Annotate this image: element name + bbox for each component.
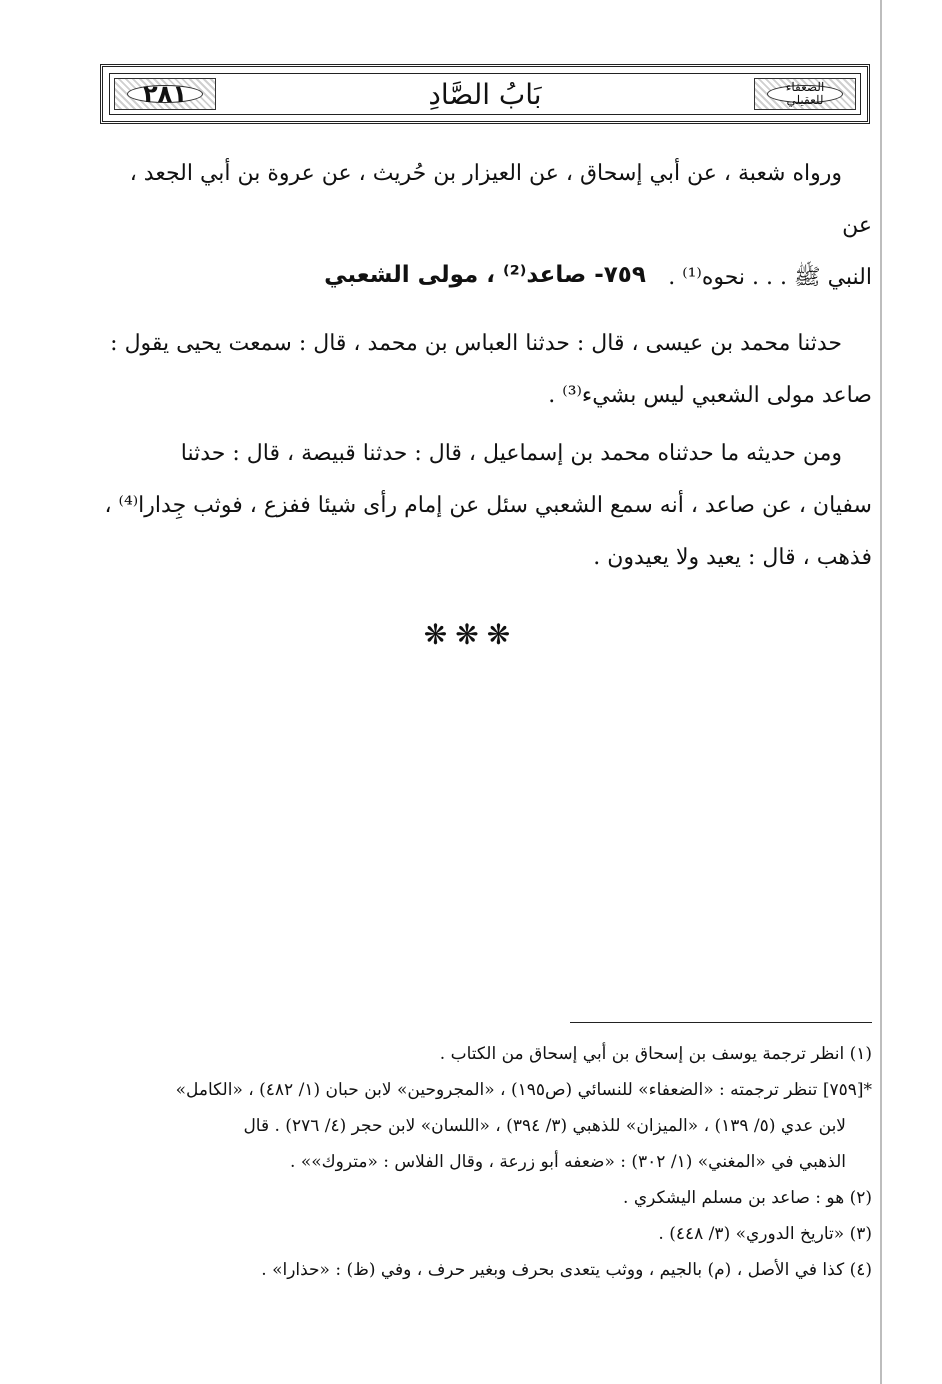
book-emblem-panel [754, 78, 856, 110]
text-line: ورواه شعبة ، عن أبي إسحاق ، عن العيزار بن حُريث ، عن عروة بن أبي الجعد ، عن [129, 161, 872, 238]
footnote-4: (٤) كذا في الأصل ، (م) بالجيم ، ووثب يتعدى بحرف وبغير حرف ، وفي (ظ) : «حذارا» . [261, 1260, 872, 1280]
page-header [100, 64, 870, 124]
entry-paragraph-1 [98, 318, 872, 422]
text-line: ومن حديثه ما حدثناه محمد بن إسماعيل ، قال : حدثنا قبيصة ، قال : حدثنا [180, 441, 842, 466]
footnote-entry-sources-cont: لابن عدي (٥/ ١٣٩) ، «الميزان» للذهبي (٣/ ٣٩٤) ، «اللسان» لابن حجر (٤/ ٢٧٦) . قال [243, 1116, 846, 1136]
entry-paragraph-2 [98, 428, 872, 584]
footnote-1: (١) انظر ترجمة يوسف بن إسحاق بن أبي إسحاق من الكتاب . [439, 1044, 872, 1064]
text-line: فذهب ، قال : يعيد ولا يعيدون . [593, 545, 872, 570]
footnotes [98, 1036, 872, 1288]
section-separator: ❋❋❋ [423, 618, 519, 651]
page-number: ٢٨١ [143, 80, 187, 108]
footnote-rule [570, 1022, 872, 1023]
page-number-panel [114, 78, 216, 110]
footnote-2: (٢) هو : صاعد بن مسلم اليشكري . [623, 1188, 872, 1208]
entry-heading: ٧٥٩- صاعد⁽²⁾ ، مولى الشعبي [324, 262, 646, 288]
footnote-3: (٣) «تاريخ الدوري» (٣/ ٤٤٨) . [658, 1224, 872, 1244]
text-line: النبي ﷺ . . . نحوه⁽¹⁾ . [668, 265, 872, 290]
text-line: حدثنا محمد بن عيسى ، قال : حدثنا العباس بن محمد ، قال : سمعت يحيى يقول : [110, 331, 842, 356]
page-edge [880, 0, 882, 1384]
book-emblem [767, 79, 843, 107]
header-frame [109, 73, 861, 115]
text-line: صاعد مولى الشعبي ليس بشيء⁽³⁾ . [548, 383, 872, 408]
text-line: سفيان ، عن صاعد ، أنه سمع الشعبي سئل عن إمام رأى شيئا ففزع ، فوثب جِدارا⁽⁴⁾ ، [104, 493, 872, 518]
book-emblem-text: الضعفاء للعقيلي [785, 79, 825, 107]
page-number-oval [127, 80, 203, 108]
chapter-title: بَابُ الصَّادِ [428, 77, 542, 111]
footnote-entry-sources-cont: الذهبي في «المغني» (١/ ٣٠٢) : «ضعفه أبو زرعة ، وقال الفلاس : «متروك»» . [290, 1152, 846, 1172]
footnote-entry-sources: *[٧٥٩] تنظر ترجمته : «الضعفاء» للنسائي (ص١٩٥) ، «المجروحين» لابن حبان (١/ ٤٨٢) ، «الكامل» [175, 1080, 872, 1100]
